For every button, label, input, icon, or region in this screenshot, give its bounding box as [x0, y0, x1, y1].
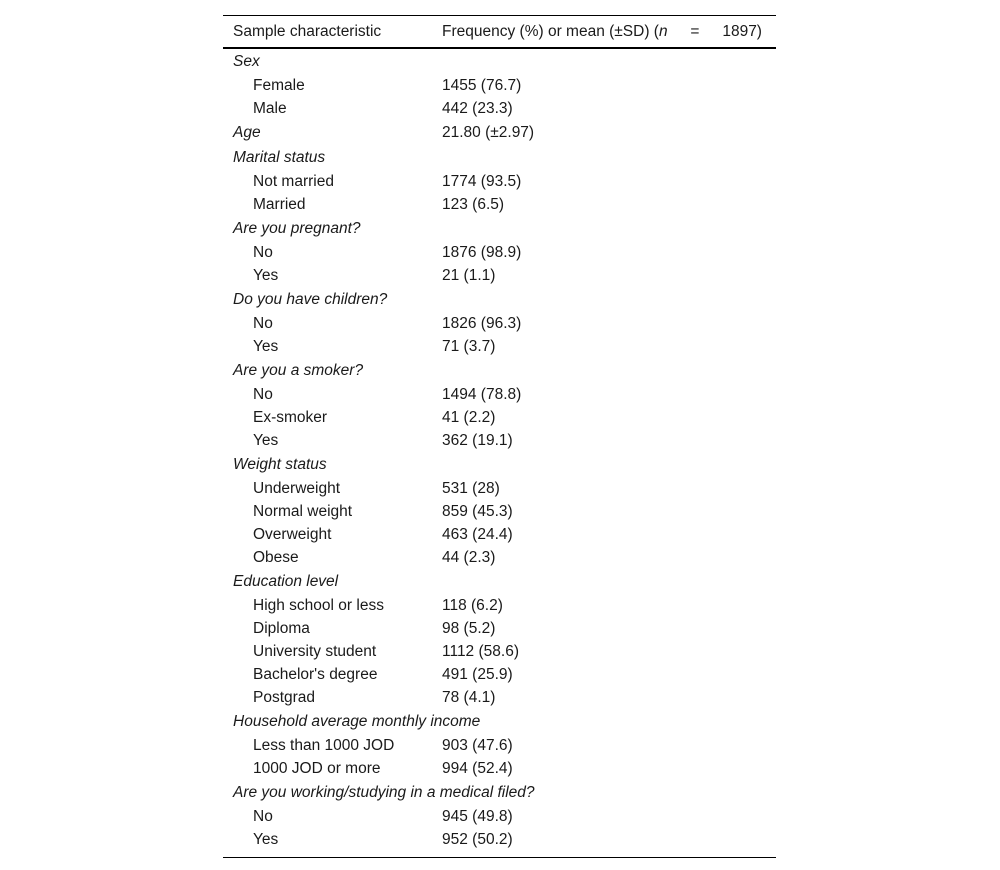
- category-row: [223, 216, 776, 241]
- header-frequency-label: Frequency (%) or mean (±SD) (: [442, 22, 659, 40]
- row-label: Yes: [253, 337, 279, 355]
- row-value: [442, 709, 776, 734]
- row-label: No: [253, 243, 273, 261]
- table-row: [223, 617, 776, 640]
- table-row: [223, 734, 776, 757]
- row-label: Married: [253, 195, 306, 213]
- row-value: 41 (2.2): [442, 408, 496, 426]
- table-row: [223, 663, 776, 686]
- row-value: 78 (4.1): [442, 688, 496, 706]
- category-label: Household average monthly income: [233, 712, 481, 730]
- row-value: 463 (24.4): [442, 525, 513, 543]
- category-row: [223, 287, 776, 312]
- table-row: [223, 757, 776, 780]
- category-row: [223, 48, 776, 74]
- row-value: 859 (45.3): [442, 502, 513, 520]
- category-label: Education level: [233, 572, 339, 590]
- header-n-symbol: n: [658, 22, 668, 40]
- row-value: 71 (3.7): [442, 337, 496, 355]
- row-label: High school or less: [253, 596, 384, 614]
- table-row: [223, 74, 776, 97]
- category-row: [223, 145, 776, 170]
- row-label: No: [253, 385, 273, 403]
- row-label: Less than 1000 JOD: [253, 736, 395, 754]
- header-row: [223, 16, 776, 49]
- row-value: [442, 358, 776, 383]
- row-value: [442, 48, 776, 74]
- table-row: [223, 546, 776, 569]
- row-label: No: [253, 807, 273, 825]
- row-label: Normal weight: [253, 502, 353, 520]
- header-frequency: [442, 16, 776, 49]
- bottom-rule-cell: [223, 858, 776, 859]
- category-label: Marital status: [233, 148, 326, 166]
- table-row: [223, 406, 776, 429]
- category-label: Age: [233, 123, 261, 141]
- row-label: No: [253, 314, 273, 332]
- row-value: [442, 569, 776, 594]
- row-value: 952 (50.2): [442, 831, 513, 848]
- row-value: 123 (6.5): [442, 195, 505, 213]
- table-row: [223, 429, 776, 452]
- row-value: 1112 (58.6): [442, 642, 519, 660]
- row-label: Overweight: [253, 525, 332, 543]
- table-row: [223, 805, 776, 828]
- row-value: 945 (49.8): [442, 807, 513, 825]
- row-label: 1000 JOD or more: [253, 759, 381, 777]
- table-footer: [223, 858, 776, 859]
- row-value: 903 (47.6): [442, 736, 513, 754]
- header-frequency-prefix: [442, 23, 668, 41]
- table-row: [223, 241, 776, 264]
- row-label: Yes: [253, 831, 279, 848]
- table-row: [223, 500, 776, 523]
- row-value: 44 (2.3): [442, 548, 496, 566]
- row-value: 98 (5.2): [442, 619, 496, 637]
- row-label: Bachelor's degree: [253, 665, 378, 683]
- row-label: Yes: [253, 266, 279, 284]
- sample-characteristics-table: [223, 15, 776, 858]
- row-label: Postgrad: [253, 688, 316, 706]
- row-label: Not married: [253, 172, 334, 190]
- table-body: [223, 48, 776, 858]
- sample-characteristics-table-container: [223, 15, 776, 858]
- row-value: 491 (25.9): [442, 665, 513, 683]
- row-label: Diploma: [253, 619, 310, 637]
- category-label: Weight status: [233, 455, 327, 473]
- row-label: Ex-smoker: [253, 408, 328, 426]
- table-row: [223, 477, 776, 500]
- row-label: Yes: [253, 431, 279, 449]
- category-row: [223, 452, 776, 477]
- row-value: [442, 452, 776, 477]
- table-row: [223, 312, 776, 335]
- category-row: [223, 569, 776, 594]
- row-value: 1494 (78.8): [442, 385, 522, 403]
- category-label: Are you pregnant?: [233, 219, 361, 237]
- header-sample-characteristic: Sample characteristic: [223, 16, 442, 49]
- category-row: [223, 358, 776, 383]
- table-row: [223, 640, 776, 663]
- header-equals-sign: =: [690, 22, 700, 40]
- row-value: 442 (23.3): [442, 99, 513, 117]
- row-label: Underweight: [253, 479, 341, 497]
- row-value: [442, 216, 776, 241]
- table-row: [223, 594, 776, 617]
- row-label: University student: [253, 642, 377, 660]
- row-label: Obese: [253, 548, 299, 566]
- row-value: [442, 287, 776, 312]
- table-row: [223, 335, 776, 358]
- row-value: 118 (6.2): [442, 596, 503, 614]
- row-value: [442, 145, 776, 170]
- table-row: [223, 383, 776, 406]
- category-label: Are you a smoker?: [233, 361, 364, 379]
- row-value: 1876 (98.9): [442, 243, 522, 261]
- category-label: Are you working/studying in a medical filed?: [233, 783, 535, 801]
- header-total-n: 1897): [722, 22, 762, 40]
- category-row: [223, 780, 776, 805]
- table-row: [223, 193, 776, 216]
- row-value: 994 (52.4): [442, 759, 513, 777]
- row-value: 1455 (76.7): [442, 76, 522, 94]
- table-header: [223, 16, 776, 49]
- row-value: 531 (28): [442, 479, 500, 497]
- table-row: [223, 170, 776, 193]
- row-label: Female: [253, 76, 305, 94]
- table-row: [223, 264, 776, 287]
- row-label: Male: [253, 99, 287, 117]
- row-value: 1826 (96.3): [442, 314, 522, 332]
- table-row: [223, 523, 776, 546]
- table-bottom-rule: [223, 858, 776, 859]
- row-value: 362 (19.1): [442, 431, 513, 449]
- category-label: Sex: [233, 52, 260, 70]
- table-row: [223, 686, 776, 709]
- table-row: [223, 97, 776, 120]
- category-row: [223, 120, 776, 145]
- row-value: 21 (1.1): [442, 266, 496, 284]
- row-value: 1774 (93.5): [442, 172, 522, 190]
- row-value: 21.80 (±2.97): [442, 123, 535, 141]
- category-label: Do you have children?: [233, 290, 388, 308]
- table-row: [223, 828, 776, 858]
- category-row: [223, 709, 776, 734]
